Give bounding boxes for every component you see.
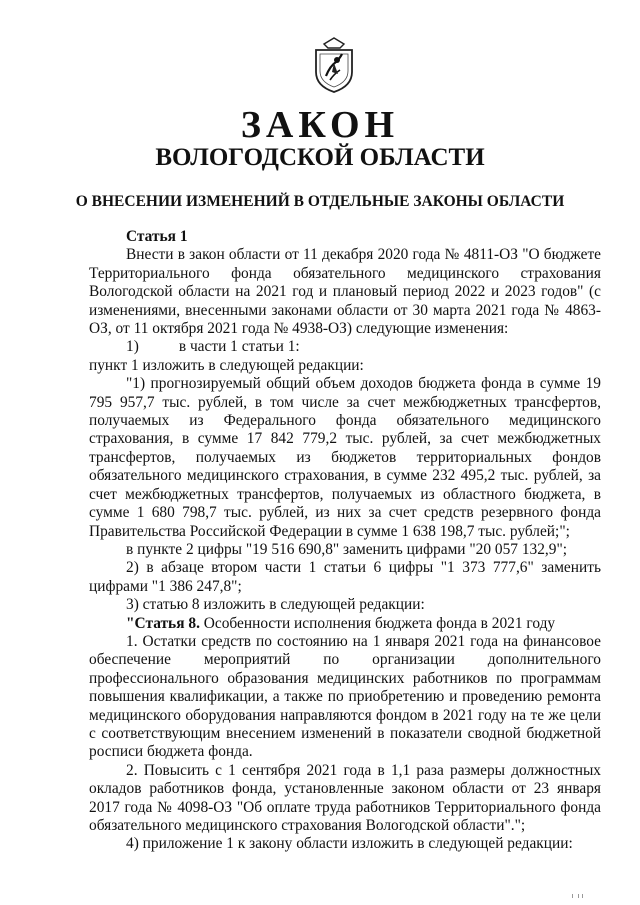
document-body	[89, 228, 601, 854]
list-item-text: в части 1 статьи 1:	[178, 338, 300, 356]
article-title: Статья 1	[126, 228, 188, 245]
list-item-1	[89, 338, 601, 356]
article-intro: Внести в закон области от 11 декабря 2020 года № 4811-ОЗ "О бюджете Территориального фонда обязательного медицинского страхования Вологодской области на 2021 год и плановый период 2022 и 2023 годов" (с изменениями, внесенными законами области от 30 марта 2021 года № 4863-ОЗ, от 11 октября 2021 года № 4938-ОЗ) следующие изменения:	[89, 246, 601, 338]
list-item-1-point2: в пункте 2 цифры "19 516 690,8" заменить цифрами "20 057 132,9";	[126, 540, 568, 558]
list-item-4: 4) приложение 1 к закону области изложить в следующей редакции:	[126, 835, 573, 853]
article-8-label: "Статья 8.	[126, 614, 200, 632]
coat-of-arms-icon	[310, 36, 358, 94]
list-item-1-quote: "1) прогнозируемый общий объем доходов бюджета фонда в сумме 19 795 957,7 тыс. рублей, в том числе за счет межбюджетных трансфертов, получаемых из Федерального фонда обязательного медицинского страхования, в сумме 17 842 779,2 тыс. рублей, за счет межбюджетных трансфертов, получаемых из бюджетов территориальных фондов обязательного медицинского страхования, в сумме 232 495,2 тыс. рублей, за счет межбюджетных трансфертов, получаемых из областного бюджета, в сумме 1 680 798,7 тыс. рублей, из них за счет средств резервного фонда Правительства Российской Федерации в сумме 1 638 198,7 тыс. рублей;";	[89, 375, 601, 540]
document-region: ВОЛОГОДСКОЙ ОБЛАСТИ	[155, 144, 485, 171]
article-8-paragraph-1: 1. Остатки средств по состоянию на 1 января 2021 года на финансовое обеспечение мероприятий по организации дополнительного профессионального образования медицинских работников по программам повышения квалификации, а также по приобретению и проведению ремонта медицинского оборудования направляются фондом в 2021 году на те же цели с соответствующим внесением изменений в показатели сводной бюджетной росписи бюджета фонда.	[89, 632, 601, 761]
document-subject: О ВНЕСЕНИИ ИЗМЕНЕНИЙ В ОТДЕЛЬНЫЕ ЗАКОНЫ ОБЛАСТИ	[75, 193, 565, 210]
list-item-1-subtitle: пункт 1 изложить в следующей редакции:	[89, 356, 364, 374]
list-item-number: 1)	[126, 338, 139, 356]
article-8-paragraph-2: 2. Повысить с 1 сентября 2021 года в 1,1 раза размеры должностных окладов работников фонда, установленные законом области от 23 января 2017 года № 4098-ОЗ "Об оплате труда работников Территориального фонда обязательного медицинского страхования Вологодской области".";	[89, 761, 601, 834]
article-8-title: Особенности исполнения бюджета фонда в 2021 году	[199, 614, 556, 632]
list-item-2: 2) в абзаце втором части 1 статьи 6 цифры "1 373 777,6" заменить цифрами "1 386 247,8";	[89, 559, 601, 595]
list-item-3: 3) статью 8 изложить в следующей редакции:	[126, 596, 425, 614]
article-8-heading	[89, 615, 601, 633]
document-title: ЗАКОН	[240, 104, 400, 146]
scan-mark-icon	[570, 893, 600, 899]
